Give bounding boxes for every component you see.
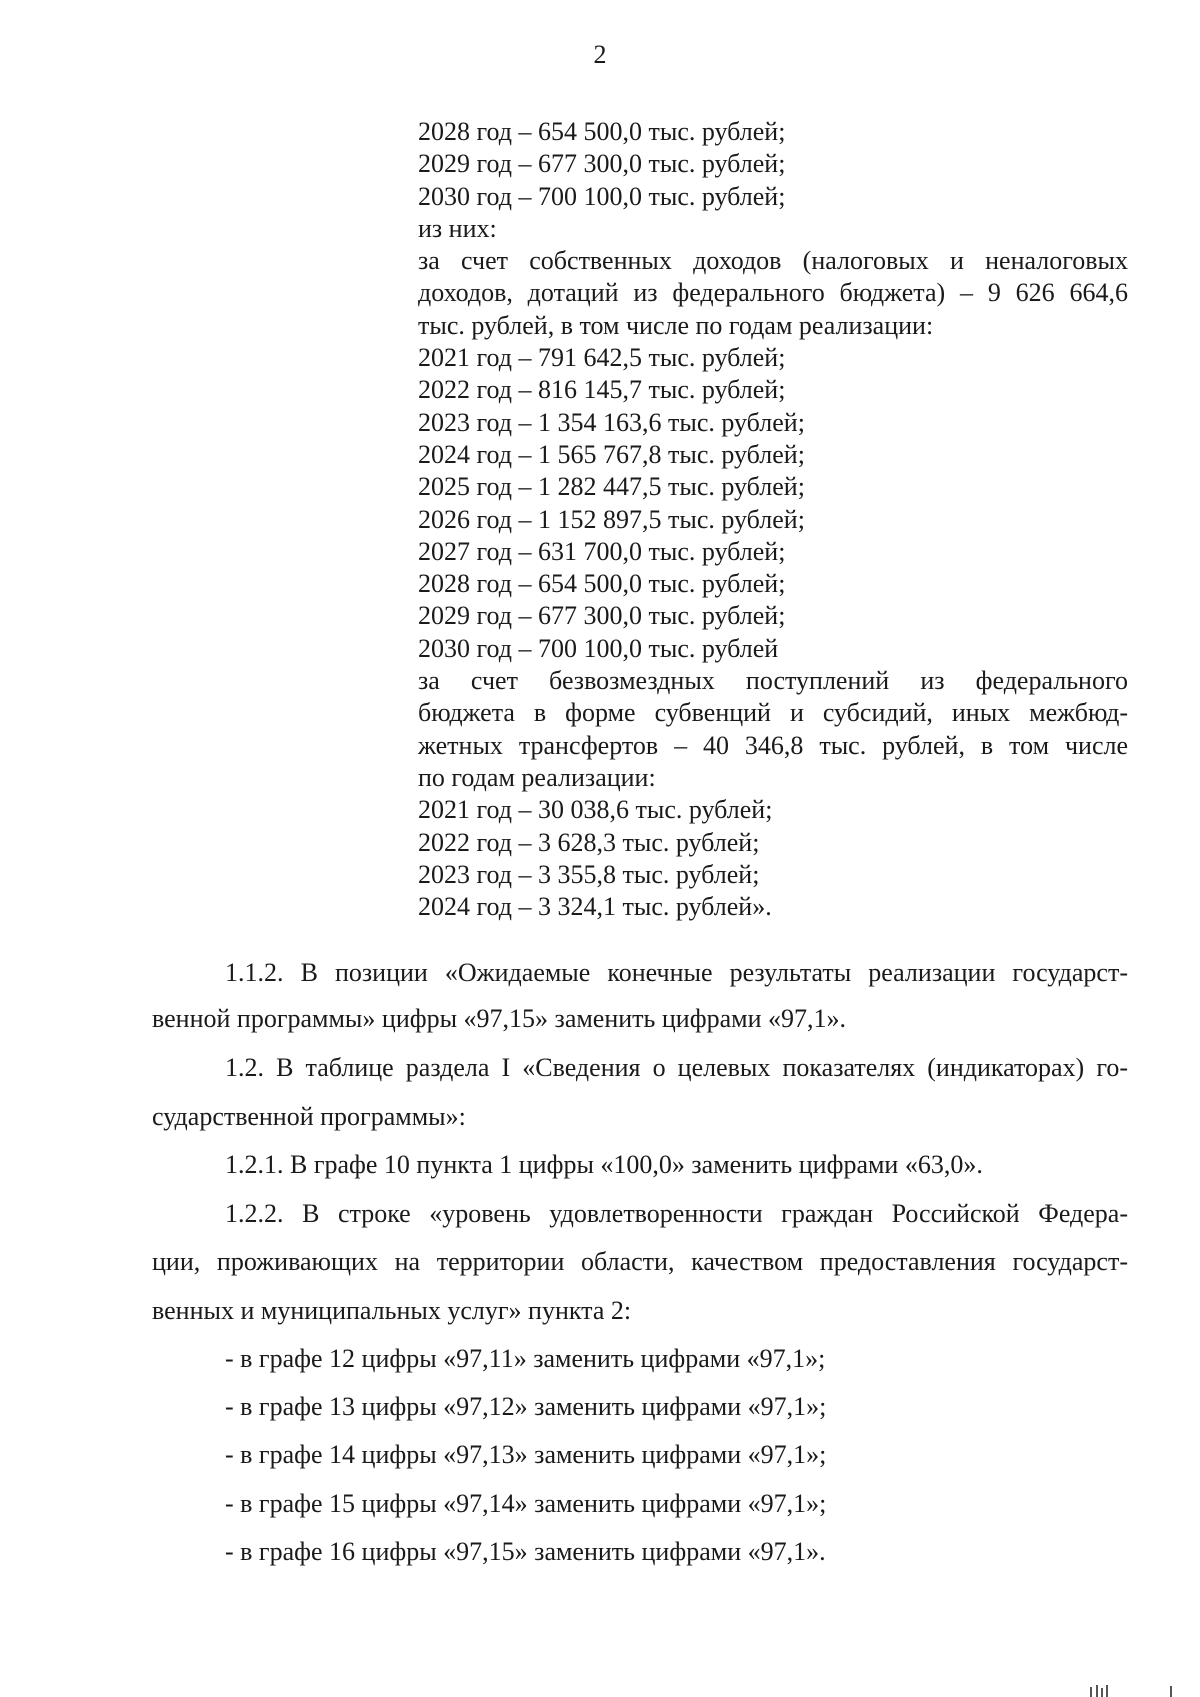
federal-text: бюджета в форме субвенций и субсидий, иных межбюд- (418, 698, 1128, 728)
dash-list-item: - в графе 15 цифры «97,14» заменить цифрами «97,1»; (225, 1489, 827, 1518)
own-income-year: 2026 год – 1 152 897,5 тыс. рублей; (418, 504, 805, 534)
own-income-year: 2023 год – 1 354 163,6 тыс. рублей; (418, 407, 805, 437)
paragraph-1-1-2: 1.1.2. В позиции «Ожидаемые конечные результаты реализации государст- (225, 958, 1128, 987)
paragraph-1-1-2: венной программы» цифры «97,15» заменить цифрами «97,1». (152, 1004, 846, 1033)
own-income-year: 2029 год – 677 300,0 тыс. рублей; (418, 601, 786, 631)
own-income-year: 2021 год – 791 642,5 тыс. рублей; (418, 343, 786, 373)
paragraph-1-2: сударственной программы»: (152, 1102, 466, 1131)
own-income-year: 2030 год – 700 100,0 тыс. рублей (418, 633, 779, 663)
federal-year: 2021 год – 30 038,6 тыс. рублей; (418, 795, 773, 825)
budget-line: из них: (418, 213, 497, 243)
paragraph-1-2: 1.2. В таблице раздела I «Сведения о целевых показателях (индикаторах) го- (225, 1053, 1128, 1082)
federal-year: 2024 год – 3 324,1 тыс. рублей». (418, 892, 772, 922)
budget-line: 2029 год – 677 300,0 тыс. рублей; (418, 149, 786, 179)
federal-text: жетных трансфертов – 40 346,8 тыс. рублей, в том числе (418, 730, 1128, 760)
paragraph-1-2-2: 1.2.2. В строке «уровень удовлетворенности граждан Российской Федера- (225, 1199, 1128, 1228)
page-number: 2 (593, 40, 607, 69)
own-income-text: за счет собственных доходов (налоговых и неналоговых (418, 246, 1128, 276)
paragraph-1-2-2: венных и муниципальных услуг» пункта 2: (152, 1296, 632, 1325)
own-income-year: 2022 год – 816 145,7 тыс. рублей; (418, 375, 786, 405)
federal-text: за счет безвозмездных поступлений из федерального (418, 666, 1128, 696)
federal-text: по годам реализации: (418, 762, 656, 792)
budget-block (418, 116, 1128, 923)
federal-year: 2022 год – 3 628,3 тыс. рублей; (418, 827, 760, 857)
own-income-year: 2028 год – 654 500,0 тыс. рублей; (418, 569, 786, 599)
dash-list-item: - в графе 13 цифры «97,12» заменить цифрами «97,1»; (225, 1392, 827, 1421)
dash-list-item: - в графе 14 цифры «97,13» заменить цифрами «97,1»; (225, 1440, 827, 1469)
dash-list-item: - в графе 12 цифры «97,11» заменить цифрами «97,1»; (225, 1344, 826, 1373)
own-income-text: тыс. рублей, в том числе по годам реализации: (418, 310, 934, 340)
own-income-text: доходов, дотаций из федерального бюджета) – 9 626 664,6 (418, 278, 1128, 308)
paragraph-1-2-2: ции, проживающих на территории области, качеством предоставления государст- (152, 1247, 1128, 1276)
dash-list-item: - в графе 16 цифры «97,15» заменить цифрами «97,1». (225, 1537, 826, 1566)
own-income-year: 2025 год – 1 282 447,5 тыс. рублей; (418, 472, 805, 502)
budget-line: 2030 год – 700 100,0 тыс. рублей; (418, 181, 786, 211)
own-income-year: 2024 год – 1 565 767,8 тыс. рублей; (418, 439, 805, 469)
budget-line: 2028 год – 654 500,0 тыс. рублей; (418, 117, 786, 146)
federal-year: 2023 год – 3 355,8 тыс. рублей; (418, 859, 760, 889)
paragraph-1-2-1: 1.2.1. В графе 10 пункта 1 цифры «100,0» заменить цифрами «63,0». (225, 1150, 983, 1179)
own-income-year: 2027 год – 631 700,0 тыс. рублей; (418, 536, 786, 566)
